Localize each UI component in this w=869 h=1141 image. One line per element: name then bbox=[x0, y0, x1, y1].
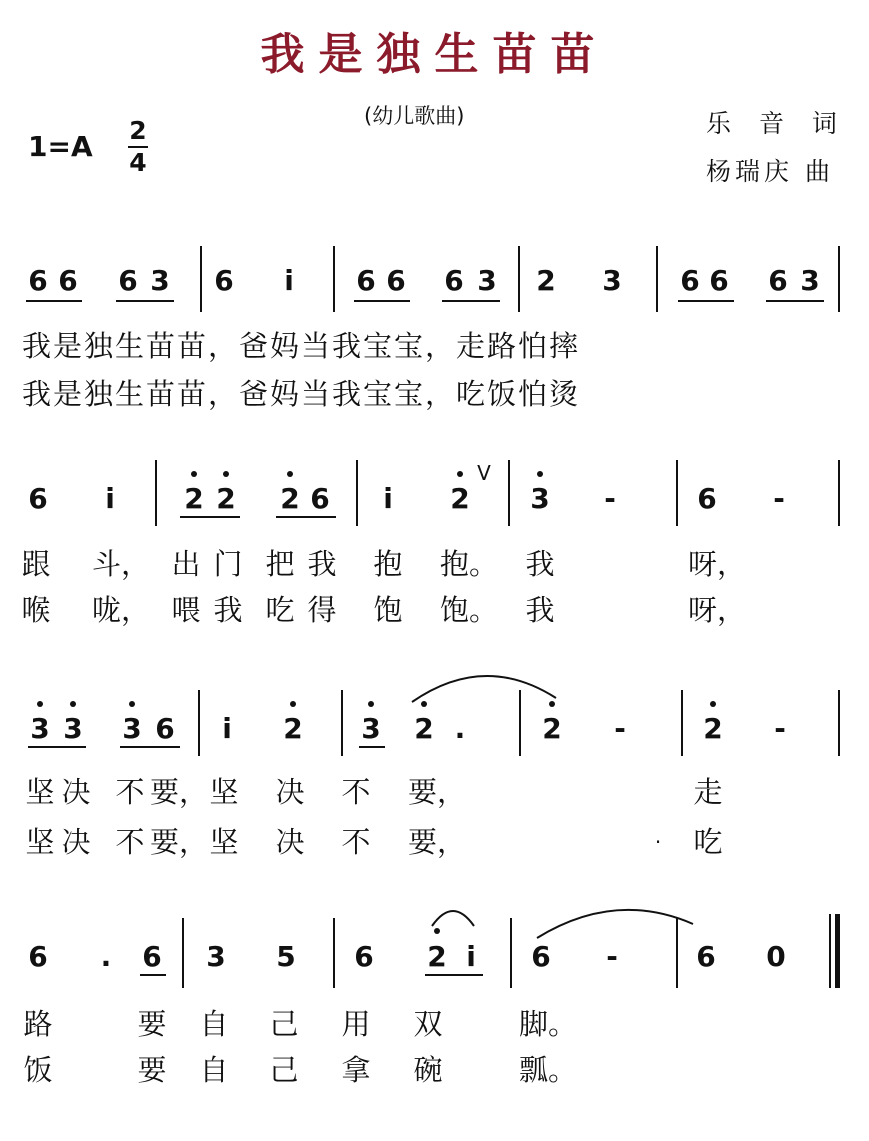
lyric-syllable: 出 bbox=[171, 547, 201, 581]
bar-line bbox=[333, 246, 335, 312]
bar-line bbox=[182, 918, 184, 988]
lyric-syllable: 饱 bbox=[373, 593, 403, 627]
lyric-syllable: 喂 bbox=[171, 593, 201, 627]
note: 6 bbox=[697, 482, 717, 515]
bar-line bbox=[676, 460, 678, 526]
bar-line bbox=[333, 918, 335, 988]
note: 6 bbox=[709, 264, 729, 297]
note: 3 bbox=[800, 264, 820, 297]
note: 6 bbox=[356, 264, 376, 297]
time-signature-top: 2 bbox=[129, 116, 147, 145]
note: 5 bbox=[276, 940, 296, 973]
bar-line bbox=[838, 246, 840, 312]
composer-credit: 杨瑞庆 曲 bbox=[706, 157, 834, 186]
note: 6 bbox=[214, 264, 234, 297]
lyric-syllable: 抱。 bbox=[440, 547, 499, 581]
eighth-note-underline bbox=[442, 300, 500, 302]
tie-arc bbox=[535, 904, 695, 940]
note: 6 bbox=[310, 482, 330, 515]
note: 6 bbox=[58, 264, 78, 297]
eighth-note-underline bbox=[116, 300, 174, 302]
note: 6 bbox=[696, 940, 716, 973]
lyric-syllable: 不 bbox=[115, 825, 145, 859]
lyric-syllable: 坚 bbox=[209, 825, 239, 859]
bar-line bbox=[676, 918, 678, 988]
stray-mark: . bbox=[654, 824, 662, 848]
lyric-syllable: 我 bbox=[213, 593, 243, 627]
lyrics-verse-2: 我是独生苗苗，爸妈当我宝宝，吃饭怕烫 bbox=[22, 377, 581, 411]
lyric-syllable: 瓢。 bbox=[518, 1053, 577, 1087]
eighth-note-underline bbox=[359, 746, 385, 748]
lyric-syllable: 自 bbox=[199, 1007, 229, 1041]
lyric-syllable: 斗， bbox=[92, 547, 151, 581]
lyric-syllable: 我 bbox=[525, 593, 555, 627]
bar-line bbox=[838, 460, 840, 526]
extension-dash: - bbox=[773, 482, 785, 515]
eighth-note-underline bbox=[26, 300, 82, 302]
octave-dot-high bbox=[710, 701, 716, 707]
lyricist-credit: 乐 音 词 bbox=[706, 109, 847, 138]
octave-dot-high bbox=[434, 928, 440, 934]
note: 3 bbox=[206, 940, 226, 973]
note: 6 bbox=[444, 264, 464, 297]
lyric-syllable: 用 bbox=[341, 1007, 371, 1041]
note: 6 bbox=[354, 940, 374, 973]
eighth-note-underline bbox=[678, 300, 734, 302]
lyric-syllable: 喉 bbox=[21, 593, 51, 627]
lyric-syllable: 要， bbox=[408, 825, 467, 859]
lyric-syllable: 拿 bbox=[341, 1053, 371, 1087]
bar-line bbox=[341, 690, 343, 756]
lyric-syllable: 把 bbox=[265, 547, 295, 581]
note: 2 bbox=[414, 712, 434, 745]
bar-line bbox=[200, 246, 202, 312]
note: 6 bbox=[28, 264, 48, 297]
lyric-syllable: 要， bbox=[150, 825, 209, 859]
octave-dot-high bbox=[457, 471, 463, 477]
note: i bbox=[222, 712, 232, 745]
octave-dot-high bbox=[70, 701, 76, 707]
lyric-syllable: 咙， bbox=[92, 593, 151, 627]
lyric-syllable: 坚 bbox=[25, 775, 55, 809]
extension-dash: - bbox=[774, 712, 786, 745]
bar-line bbox=[510, 918, 512, 988]
lyric-syllable: 我 bbox=[307, 547, 337, 581]
lyric-syllable: 饱。 bbox=[440, 593, 499, 627]
note: 6 bbox=[118, 264, 138, 297]
lyric-syllable: 碗 bbox=[413, 1053, 443, 1087]
note: 2 bbox=[427, 940, 447, 973]
lyric-syllable: 得 bbox=[307, 593, 337, 627]
bar-line bbox=[508, 460, 510, 526]
extension-dash: - bbox=[604, 482, 616, 515]
octave-dot-high bbox=[191, 471, 197, 477]
eighth-note-underline bbox=[766, 300, 824, 302]
note: 3 bbox=[63, 712, 83, 745]
eighth-note-underline bbox=[28, 746, 86, 748]
lyric-syllable: 决 bbox=[275, 825, 305, 859]
lyric-syllable: 不 bbox=[115, 775, 145, 809]
note: 2 bbox=[536, 264, 556, 297]
note: i bbox=[383, 482, 393, 515]
lyric-syllable: 己 bbox=[269, 1007, 299, 1041]
lyric-syllable: 要 bbox=[137, 1053, 167, 1087]
lyric-syllable: 不 bbox=[341, 775, 371, 809]
lyric-syllable: 饭 bbox=[23, 1053, 53, 1087]
song-subtitle: (幼儿歌曲) bbox=[364, 104, 465, 128]
note: 3 bbox=[30, 712, 50, 745]
lyric-syllable: 呀， bbox=[688, 547, 747, 581]
bar-line bbox=[681, 690, 683, 756]
note: 6 bbox=[155, 712, 175, 745]
tie-arc bbox=[410, 668, 558, 704]
eighth-note-underline bbox=[140, 974, 166, 976]
slur-arc bbox=[430, 902, 476, 928]
note: 2 bbox=[542, 712, 562, 745]
note: 3 bbox=[602, 264, 622, 297]
augmentation-dot: . bbox=[454, 712, 466, 745]
time-signature-bottom: 4 bbox=[129, 148, 147, 177]
octave-dot-high bbox=[368, 701, 374, 707]
octave-dot-high bbox=[223, 471, 229, 477]
bar-line bbox=[519, 690, 521, 756]
bar-line bbox=[356, 460, 358, 526]
song-title: 我是独生苗苗 bbox=[260, 29, 609, 80]
bar-line bbox=[198, 690, 200, 756]
lyric-syllable: 决 bbox=[275, 775, 305, 809]
lyric-syllable: 跟 bbox=[21, 547, 51, 581]
note: 6 bbox=[386, 264, 406, 297]
note: 2 bbox=[280, 482, 300, 515]
rest: 0 bbox=[766, 940, 786, 973]
extension-dash: - bbox=[606, 940, 618, 973]
note: 6 bbox=[531, 940, 551, 973]
octave-dot-high bbox=[537, 471, 543, 477]
lyric-syllable: 要， bbox=[150, 775, 209, 809]
octave-dot-high bbox=[421, 701, 427, 707]
lyric-syllable: 脚。 bbox=[518, 1007, 577, 1041]
note: 2 bbox=[283, 712, 303, 745]
bar-line bbox=[656, 246, 658, 312]
note: 3 bbox=[477, 264, 497, 297]
eighth-note-underline bbox=[354, 300, 410, 302]
octave-dot-high bbox=[549, 701, 555, 707]
lyric-syllable: 路 bbox=[23, 1007, 53, 1041]
lyric-syllable: 吃 bbox=[693, 825, 723, 859]
lyric-syllable: 抱 bbox=[373, 547, 403, 581]
lyric-syllable: 不 bbox=[341, 825, 371, 859]
note: 2 bbox=[450, 482, 470, 515]
note: 6 bbox=[142, 940, 162, 973]
note: 6 bbox=[768, 264, 788, 297]
lyric-syllable: 我 bbox=[525, 547, 555, 581]
lyric-syllable: 自 bbox=[199, 1053, 229, 1087]
lyric-syllable: 走 bbox=[693, 775, 723, 809]
note: i bbox=[284, 264, 294, 297]
note: 2 bbox=[703, 712, 723, 745]
bar-line bbox=[518, 246, 520, 312]
lyric-syllable: 要， bbox=[408, 775, 467, 809]
note: 3 bbox=[361, 712, 381, 745]
final-bar-line-thin bbox=[829, 914, 831, 988]
lyric-syllable: 要 bbox=[137, 1007, 167, 1041]
octave-dot-high bbox=[287, 471, 293, 477]
lyric-syllable: 双 bbox=[413, 1007, 443, 1041]
lyrics-verse-1: 我是独生苗苗，爸妈当我宝宝，走路怕摔 bbox=[22, 329, 581, 363]
eighth-note-underline bbox=[180, 516, 240, 518]
lyric-syllable: 决 bbox=[61, 775, 91, 809]
note: i bbox=[466, 940, 476, 973]
note: 3 bbox=[150, 264, 170, 297]
lyric-syllable: 坚 bbox=[25, 825, 55, 859]
lyric-syllable: 吃 bbox=[265, 593, 295, 627]
note: 6 bbox=[680, 264, 700, 297]
lyric-syllable: 门 bbox=[213, 547, 243, 581]
extension-dash: - bbox=[614, 712, 626, 745]
octave-dot-high bbox=[290, 701, 296, 707]
lyric-syllable: 呀， bbox=[688, 593, 747, 627]
eighth-note-underline bbox=[120, 746, 180, 748]
bar-line bbox=[838, 690, 840, 756]
bar-line bbox=[155, 460, 157, 526]
note: 6 bbox=[28, 940, 48, 973]
lyric-syllable: 坚 bbox=[209, 775, 239, 809]
note: 6 bbox=[28, 482, 48, 515]
octave-dot-high bbox=[129, 701, 135, 707]
note: 2 bbox=[216, 482, 236, 515]
eighth-note-underline bbox=[276, 516, 336, 518]
final-bar-line-thick bbox=[835, 914, 840, 988]
note: 3 bbox=[530, 482, 550, 515]
note: 2 bbox=[184, 482, 204, 515]
note: i bbox=[105, 482, 115, 515]
eighth-note-underline bbox=[425, 974, 483, 976]
key-signature: 1=A bbox=[28, 130, 93, 163]
note: 3 bbox=[122, 712, 142, 745]
augmentation-dot: . bbox=[100, 940, 112, 973]
octave-dot-high bbox=[37, 701, 43, 707]
lyric-syllable: 决 bbox=[61, 825, 91, 859]
lyric-syllable: 己 bbox=[269, 1053, 299, 1087]
breath-mark: V bbox=[477, 461, 491, 485]
